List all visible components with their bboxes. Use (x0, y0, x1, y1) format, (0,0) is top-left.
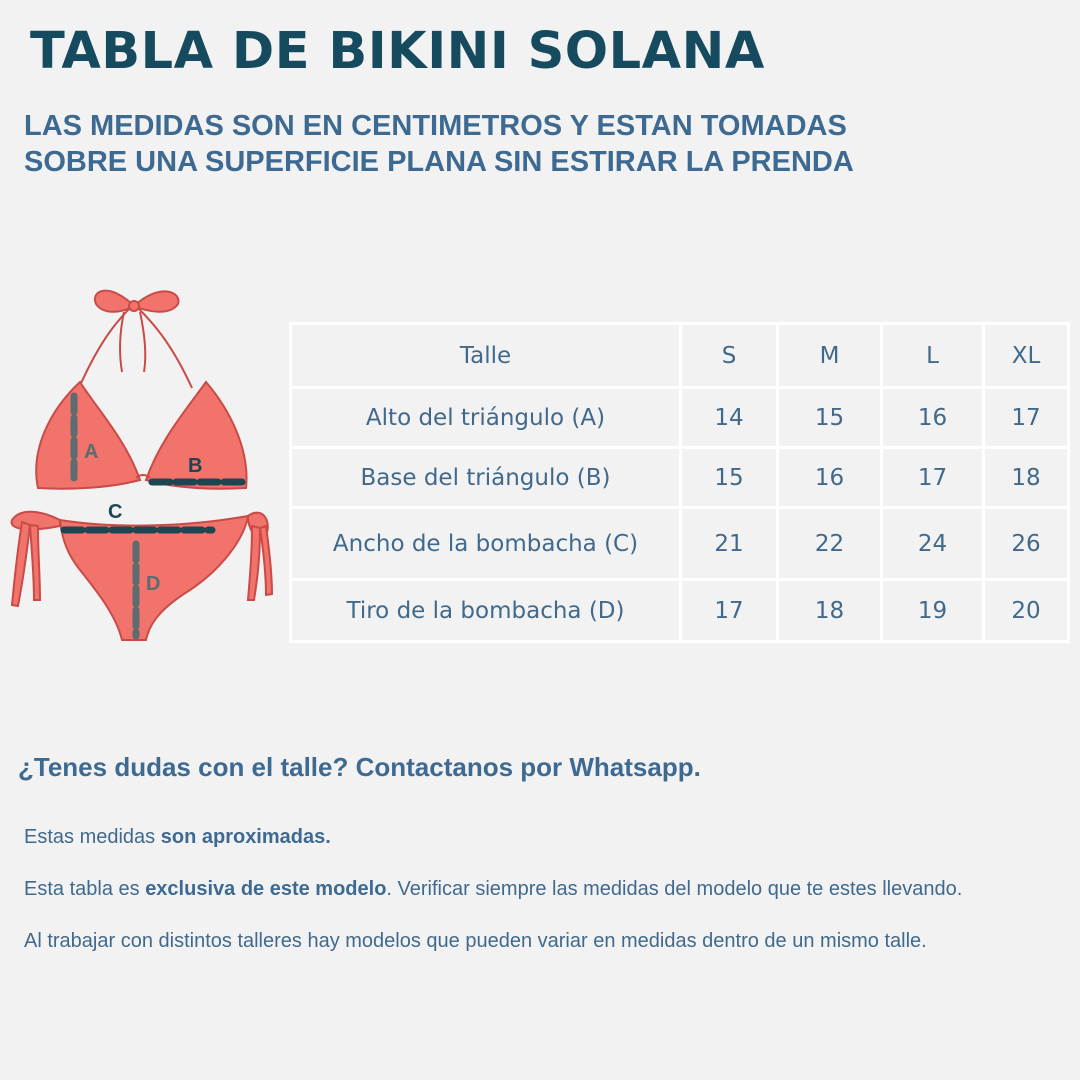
row-label: Ancho de la bombacha (C) (291, 508, 681, 580)
label-d: D (146, 573, 161, 595)
label-c: C (108, 501, 123, 523)
label-b: B (188, 455, 203, 477)
table-row (291, 388, 1069, 448)
top-left-triangle (36, 382, 140, 489)
table-cell: 17 (984, 388, 1069, 448)
left-side-ties (12, 512, 60, 606)
label-a: A (84, 441, 99, 463)
table-cell: 19 (882, 580, 984, 642)
table-cell: 15 (681, 448, 778, 508)
header-cell-l: L (882, 324, 984, 388)
table-cell: 17 (882, 448, 984, 508)
contact-text: ¿Tenes dudas con el talle? Contactanos por Whatsapp. (18, 752, 701, 782)
subtitle-line-2: SOBRE UNA SUPERFICIE PLANA SIN ESTIRAR LA PRENDA (24, 146, 854, 178)
note-1-bold: son aproximadas. (160, 826, 331, 848)
table-cell: 16 (882, 388, 984, 448)
table-cell: 20 (984, 580, 1069, 642)
page-title: TABLA DE BIKINI SOLANA (30, 22, 765, 81)
row-label: Alto del triángulo (A) (291, 388, 681, 448)
table-cell: 15 (778, 388, 882, 448)
table-cell: 26 (984, 508, 1069, 580)
notes-section (24, 824, 1044, 980)
bow-icon (95, 291, 179, 312)
table-cell: 18 (778, 580, 882, 642)
note-1-text: Estas medidas (24, 826, 161, 848)
note-2-rest: . Verificar siempre las medidas del modelo que te estes llevando. (386, 878, 963, 900)
table-cell: 17 (681, 580, 778, 642)
table-cell: 16 (778, 448, 882, 508)
halter-strings (78, 308, 192, 390)
row-label: Tiro de la bombacha (D) (291, 580, 681, 642)
page-subtitle (24, 108, 1024, 180)
note-approximate (24, 824, 1044, 850)
table-row (291, 448, 1069, 508)
header-cell-talle: Talle (291, 324, 681, 388)
header-cell-s: S (681, 324, 778, 388)
right-side-ties (248, 513, 272, 600)
table-cell: 24 (882, 508, 984, 580)
size-table (289, 322, 1070, 643)
header-cell-xl: XL (984, 324, 1069, 388)
table-row (291, 508, 1069, 580)
subtitle-line-1: LAS MEDIDAS SON EN CENTIMETROS Y ESTAN TOMADAS (24, 110, 847, 142)
note-workshops: Al trabajar con distintos talleres hay modelos que pueden variar en medidas dentro de un mismo talle. (24, 930, 927, 952)
row-label: Base del triángulo (B) (291, 448, 681, 508)
note-2-text: Esta tabla es (24, 878, 146, 900)
table-row (291, 580, 1069, 642)
note-exclusive (24, 876, 1044, 902)
table-cell: 22 (778, 508, 882, 580)
table-header-row (291, 324, 1069, 388)
table-cell: 21 (681, 508, 778, 580)
note-2-bold: exclusiva de este modelo (145, 878, 387, 900)
header-cell-m: M (778, 324, 882, 388)
table-cell: 18 (984, 448, 1069, 508)
table-cell: 14 (681, 388, 778, 448)
bikini-illustration (0, 280, 290, 660)
